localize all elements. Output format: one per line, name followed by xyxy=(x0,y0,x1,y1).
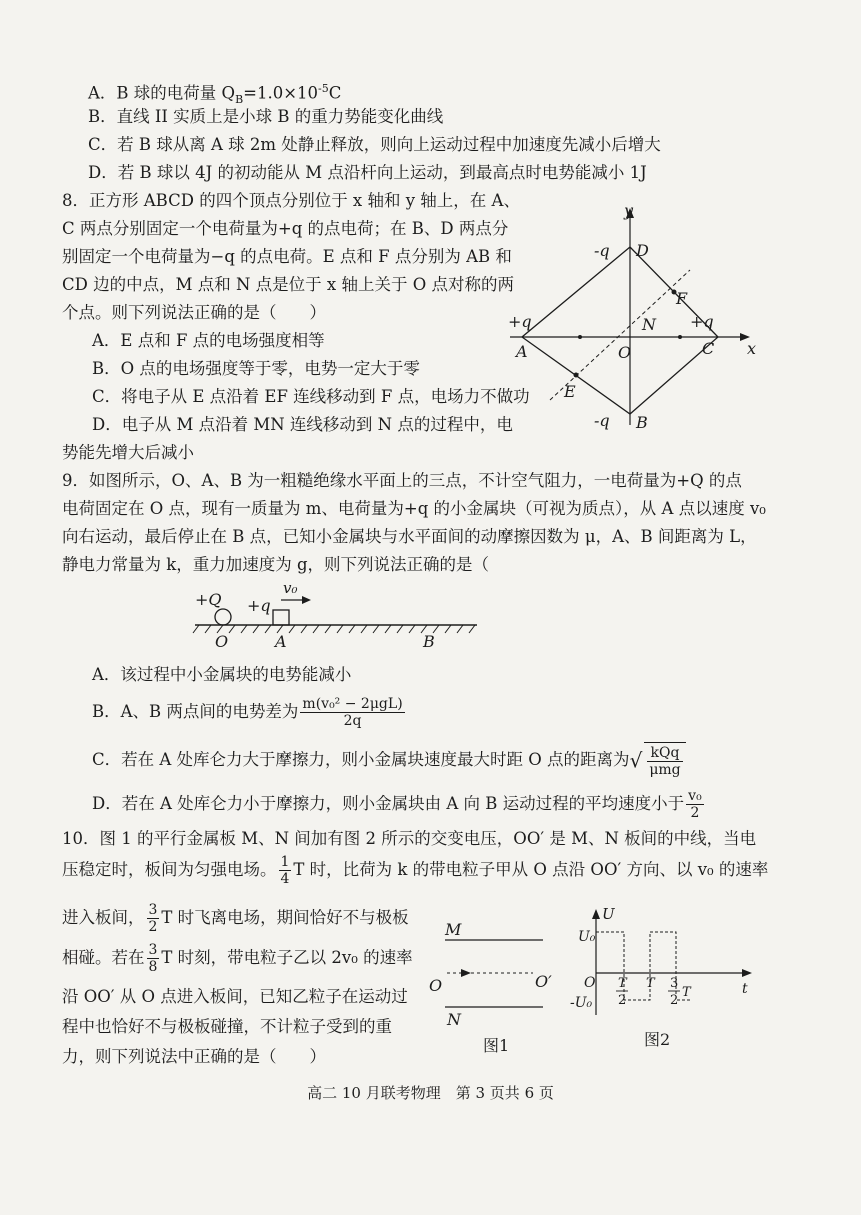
q10-fig2-minus-u0: -U₀ xyxy=(570,995,593,1011)
q10-fig2-three-half-den: 2 xyxy=(670,993,679,1008)
q10-fig1-label-m: M xyxy=(445,920,462,939)
q9-stem-line-3: 向右运动，最后停止在 B 点，已知小金属块与水平面间的动摩擦因数为 μ，A、B 间距离为 L， xyxy=(62,527,757,546)
q8-label-f: F xyxy=(676,289,688,308)
q9-label-v0: v₀ xyxy=(283,579,298,597)
q9-label-a: A xyxy=(275,632,287,650)
q10-stem-line-1: 10．图 1 的平行金属板 M、N 间加有图 2 所示的交变电压，OO′ 是 M、N 板间的中线，当电 xyxy=(62,829,757,848)
page-footer: 高二 10 月联考物理 第 3 页共 6 页 xyxy=(307,1084,554,1102)
q9-track-diagram xyxy=(185,575,485,650)
q7-option-d: D．若 B 球以 4J 的初动能从 M 点沿杆向上运动，到最高点时电势能减小 1J xyxy=(88,163,647,182)
q10-fig2-t: T xyxy=(646,976,655,991)
q8-stem-line-2: C 两点分别固定一个电荷量为+q 的点电荷；在 B、D 两点分 xyxy=(62,219,509,238)
q7-option-c: C．若 B 球从离 A 球 2m 处静止释放，则向上运动过程中加速度先减小后增大 xyxy=(88,135,661,154)
q8-label-e: E xyxy=(564,382,576,401)
q8-label-c: C xyxy=(702,339,715,358)
q8-charge-a: +q xyxy=(508,312,532,331)
q10-stem-line-3: 进入板间， $\frac{3}{2}$ T 时飞离电场，期间恰好不与极板 xyxy=(62,902,409,935)
q8-charge-d: -q xyxy=(594,241,610,260)
q8-x-label: x xyxy=(747,339,757,358)
q10-fig2-caption: 图2 xyxy=(644,1030,671,1049)
q8-option-b: B．O 点的电场强度等于零，电势一定大于零 xyxy=(92,359,420,378)
q8-option-a: A．E 点和 F 点的电场强度相等 xyxy=(92,331,325,350)
q9-label-Q: +Q xyxy=(195,590,222,609)
q10-fig2-u-label: U xyxy=(602,905,615,923)
q10-stem-line-7: 力，则下列说法中正确的是（ ） xyxy=(62,1047,326,1066)
q9-label-q: +q xyxy=(247,596,271,615)
q8-stem-line-1: 8．正方形 ABCD 的四个顶点分别位于 x 轴和 y 轴上，在 A、 xyxy=(62,191,520,210)
q9-option-c: C．若在 A 处库仑力大于摩擦力，则小金属块速度最大时距 O 点的距离为√ $\frac{\text{kQq}}{\text{μmg}}$ xyxy=(92,742,686,779)
q8-label-d: D xyxy=(636,241,649,260)
q10-fig2-three-half-t: T xyxy=(682,985,691,1000)
q9-option-a: A．该过程中小金属块的电势能减小 xyxy=(92,665,352,684)
q10-fig1-caption: 图1 xyxy=(483,1036,510,1055)
q8-label-o: O xyxy=(618,343,632,362)
q8-y-label: y xyxy=(624,201,634,220)
q8-label-b: B xyxy=(636,413,648,432)
q10-fig2-t-half-den: 2 xyxy=(618,993,627,1008)
q8-label-a: A xyxy=(516,342,528,361)
q10-figure-1-plates xyxy=(425,915,565,1060)
q10-stem-line-5: 沿 OO′ 从 O 点进入板间，已知乙粒子在运动过 xyxy=(62,987,408,1006)
q9-option-d: D．若在 A 处库仑力小于摩擦力，则小金属块由 A 向 B 运动过程的平均速度小于 $\frac{\text{v₀}}{2}$ xyxy=(92,788,702,821)
q10-fig2-u0: U₀ xyxy=(578,929,596,945)
q8-stem-line-5: 个点。则下列说法正确的是（ ） xyxy=(62,303,326,322)
q8-stem-line-3: 别固定一个电荷量为−q 的点电荷。E 点和 F 点分别为 AB 和 xyxy=(62,247,512,266)
q10-fig2-t-half-num: T xyxy=(618,976,627,991)
q7-option-b: B．直线 II 实质上是小球 B 的重力势能变化曲线 xyxy=(88,107,444,126)
q9-label-o: O xyxy=(215,632,229,650)
q10-fig1-label-o: O xyxy=(429,976,443,995)
q10-fig2-origin: O xyxy=(584,975,596,991)
q8-label-n: N xyxy=(642,315,656,334)
q8-square-diagram xyxy=(500,200,770,440)
q10-fig2-t-axis: t xyxy=(742,981,748,997)
q7-option-a: A．B 球的电荷量 $Q_B=1.0\times 10^{-5}C$ xyxy=(88,82,342,106)
q9-stem-line-4: 静电力常量为 k，重力加速度为 g，则下列说法正确的是（ xyxy=(62,555,490,574)
q10-fig2-three-half-num: 3 xyxy=(670,976,679,991)
q10-stem-line-4: 相碰。若在 $\frac{3}{8}$ T 时刻，带电粒子乙以 2v₀ 的速率 xyxy=(62,942,413,975)
q9-stem-line-1: 9．如图所示，O、A、B 为一粗糙绝缘水平面上的三点，不计空气阻力，一电荷量为+Q 的点 xyxy=(62,471,742,490)
q8-charge-b: -q xyxy=(594,411,610,430)
q9-stem-line-2: 电荷固定在 O 点，现有一质量为 m、电荷量为+q 的小金属块（可视为质点），从 A 点以速度 v₀ xyxy=(62,499,766,518)
q10-figure-2-voltage xyxy=(566,905,756,1055)
q8-stem-line-4: CD 边的中点，M 点和 N 点是位于 x 轴上关于 O 点对称的两 xyxy=(62,275,514,294)
q9-label-b: B xyxy=(423,632,435,650)
q9-option-b: B．A、B 两点间的电势差为 $\frac{\text{m(v₀² − 2μgL)}}{2q}$ xyxy=(92,696,403,729)
q8-option-d: D．电子从 M 点沿着 MN 连线移动到 N 点的过程中，电 xyxy=(92,415,513,434)
q8-option-c: C．将电子从 E 点沿着 EF 连线移动到 F 点，电场力不做功 xyxy=(92,387,530,406)
q10-stem-line-6: 程中也恰好不与极板碰撞，不计粒子受到的重 xyxy=(62,1017,392,1036)
q10-fig1-label-n: N xyxy=(447,1010,461,1029)
q8-charge-c: +q xyxy=(690,312,714,331)
q10-fig1-label-o-prime: O′ xyxy=(535,972,552,991)
q10-stem-line-2: 压稳定时，板间为匀强电场。 $\frac{1}{4}$ T 时，比荷为 k 的带电粒子甲从 O 点沿 OO′ 方向、以 v₀ 的速率 xyxy=(62,854,769,887)
q8-option-d-cont: 势能先增大后减小 xyxy=(62,443,194,462)
